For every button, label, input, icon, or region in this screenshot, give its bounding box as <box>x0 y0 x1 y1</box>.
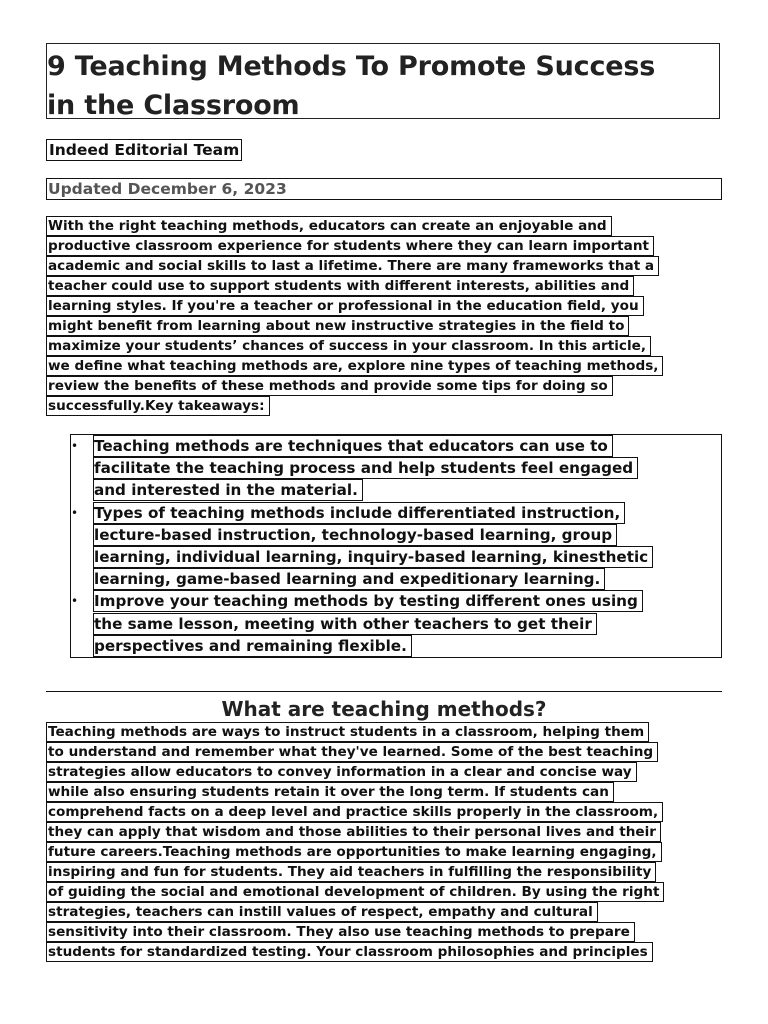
section-line-text: strategies, teachers can instill values of respect, empathy and cultural <box>46 902 598 922</box>
section-line-text: students for standardized testing. Your classroom philosophies and principles <box>46 942 653 962</box>
list-item-line <box>93 502 721 524</box>
section-line <box>46 802 726 822</box>
section-paragraph <box>46 722 726 962</box>
list-item <box>71 590 721 657</box>
list-item-text: facilitate the teaching process and help students feel engaged <box>93 457 638 479</box>
intro-line <box>46 276 726 296</box>
section-line-text: future careers.Teaching methods are opportunities to make learning engaging, <box>46 842 662 862</box>
article-title-box <box>46 43 720 119</box>
section-line-text: strategies allow educators to convey information in a clear and concise way <box>46 762 637 782</box>
intro-line <box>46 236 726 256</box>
list-item-line <box>93 635 721 657</box>
section-line-text: inspiring and fun for students. They aid teachers in fulfilling the responsibility <box>46 862 656 882</box>
author-name: Indeed Editorial Team <box>46 139 242 161</box>
article-title-line: in the Classroom <box>47 90 300 121</box>
intro-line <box>46 376 726 396</box>
section-line <box>46 902 726 922</box>
section-divider <box>46 691 722 692</box>
intro-line <box>46 336 726 356</box>
list-item-text: lecture-based instruction, technology-based learning, group <box>93 524 617 546</box>
section-line <box>46 922 726 942</box>
list-item-line <box>93 524 721 546</box>
intro-line-text: we define what teaching methods are, explore nine types of teaching methods, <box>46 356 663 376</box>
section-heading: What are teaching methods? <box>221 697 547 721</box>
list-item <box>71 435 721 502</box>
section-line-text: while also ensuring students retain it over the long term. If students can <box>46 782 614 802</box>
section-line <box>46 842 726 862</box>
list-item-text: Teaching methods are techniques that educators can use to <box>93 435 613 457</box>
intro-line-text: review the benefits of these methods and provide some tips for doing so <box>46 376 613 396</box>
intro-line-text: learning styles. If you're a teacher or professional in the education field, you <box>46 296 644 316</box>
article-title-line: 9 Teaching Methods To Promote Success <box>47 51 656 82</box>
intro-line <box>46 316 726 336</box>
list-item-line <box>93 590 721 612</box>
section-line <box>46 942 726 962</box>
list-item-text: and interested in the material. <box>93 479 363 501</box>
bullet-marker: • <box>71 594 79 609</box>
section-line <box>46 762 726 782</box>
section-line <box>46 822 726 842</box>
section-line <box>46 862 726 882</box>
intro-line <box>46 356 726 376</box>
section-line-text: sensitivity into their classroom. They also use teaching methods to prepare <box>46 922 635 942</box>
section-line <box>46 782 726 802</box>
section-line-text: they can apply that wisdom and those abilities to their personal lives and their <box>46 822 661 842</box>
section-line-text: of guiding the social and emotional development of children. By using the right <box>46 882 664 902</box>
key-takeaways-list <box>70 434 722 658</box>
list-item-text: Types of teaching methods include differentiated instruction, <box>93 502 625 524</box>
bullet-marker: • <box>71 505 79 520</box>
intro-line-text: With the right teaching methods, educators can create an enjoyable and <box>46 216 612 236</box>
intro-line <box>46 256 726 276</box>
list-item-line <box>93 457 721 479</box>
list-item <box>71 502 721 591</box>
intro-line-text: academic and social skills to last a lifetime. There are many frameworks that a <box>46 256 659 276</box>
intro-line <box>46 296 726 316</box>
list-item-text: learning, game-based learning and expeditionary learning. <box>93 568 605 590</box>
list-item-text: Improve your teaching methods by testing different ones using <box>93 590 643 612</box>
list-item-line <box>93 613 721 635</box>
section-line <box>46 742 726 762</box>
section-line-text: Teaching methods are ways to instruct students in a classroom, helping them <box>46 722 649 742</box>
list-item-line <box>93 546 721 568</box>
intro-line-text: productive classroom experience for students where they can learn important <box>46 236 654 256</box>
list-item-text: the same lesson, meeting with other teachers to get their <box>93 613 597 635</box>
intro-line-text: maximize your students’ chances of success in your classroom. In this article, <box>46 336 651 356</box>
intro-line-text: might benefit from learning about new instructive strategies in the field to <box>46 316 629 336</box>
section-line-text: comprehend facts on a deep level and practice skills properly in the classroom, <box>46 802 663 822</box>
list-item-line <box>93 568 721 590</box>
intro-line-text: teacher could use to support students with different interests, abilities and <box>46 276 634 296</box>
intro-paragraph <box>46 216 726 416</box>
section-line <box>46 722 726 742</box>
intro-line <box>46 216 726 236</box>
list-item-text: perspectives and remaining flexible. <box>93 635 412 657</box>
updated-date: Updated December 6, 2023 <box>46 178 722 200</box>
article-title <box>47 44 719 125</box>
intro-line-text: successfully.Key takeaways: <box>46 396 270 416</box>
bullet-marker: • <box>71 439 79 453</box>
list-item-line <box>93 479 721 501</box>
list-item-text: learning, individual learning, inquiry-based learning, kinesthetic <box>93 546 653 568</box>
section-line-text: to understand and remember what they've learned. Some of the best teaching <box>46 742 658 762</box>
list-item-line <box>93 435 721 457</box>
intro-line <box>46 396 726 416</box>
section-line <box>46 882 726 902</box>
